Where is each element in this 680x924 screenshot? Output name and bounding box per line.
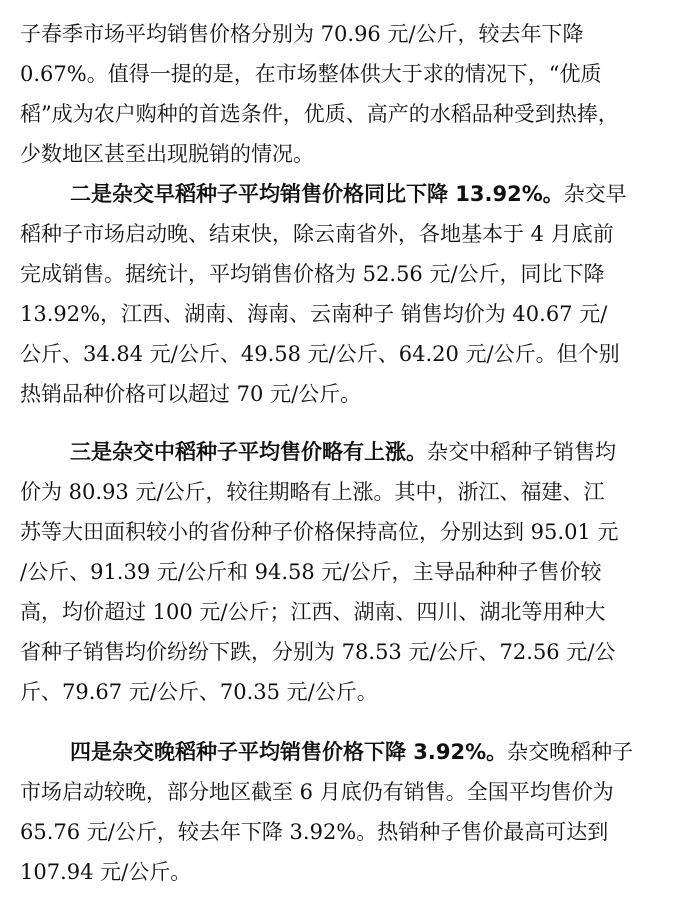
paragraph-1-line-2: 0.67%。值得一提的是，在市场整体供大于求的情况下，“优质	[20, 62, 602, 86]
section-3-heading: 三是杂交中稻种子平均售价略有上涨。	[70, 440, 427, 464]
paragraph-3-line-3: 苏等大田面积较小的省份种子价格保持高位，分别达到 95.01 元	[20, 520, 619, 544]
paragraph-3-line-6: 省种子销售均价纷纷下跌，分别为 78.53 元/公斤、72.56 元/公	[20, 640, 616, 664]
paragraph-3-line-5: 高，均价超过 100 元/公斤；江西、湖南、四川、湖北等用种大	[20, 600, 606, 624]
paragraph-2-line-1	[70, 176, 680, 212]
paragraph-2-line-5: 公斤、34.84 元/公斤、49.58 元/公斤、64.20 元/公斤。但个别	[20, 342, 620, 366]
section-3-lead-text: 杂交中稻种子销售均	[427, 440, 616, 464]
paragraph-4-line-3: 65.76 元/公斤，较去年下降 3.92%。热销种子售价最高可达到	[20, 820, 609, 844]
paragraph-2-line-6: 热销品种价格可以超过 70 元/公斤。	[20, 382, 362, 406]
paragraph-1-line-4: 少数地区甚至出现脱销的情况。	[20, 142, 314, 166]
section-2-lead-text: 杂交早	[563, 182, 627, 206]
paragraph-3-line-1	[70, 434, 680, 470]
paragraph-2-line-4: 13.92%，江西、湖南、海南、云南种子 销售均价为 40.67 元/	[20, 302, 608, 326]
paragraph-3-line-4: /公斤、91.39 元/公斤和 94.58 元/公斤，主导品种种子售价较	[20, 560, 602, 584]
paragraph-4-line-1	[70, 734, 680, 770]
paragraph-4-line-4: 107.94 元/公斤。	[20, 860, 192, 884]
paragraph-1-line-1: 子春季市场平均销售价格分别为 70.96 元/公斤，较去年下降	[20, 22, 584, 46]
paragraph-2-line-2: 稻种子市场启动晚、结束快，除云南省外，各地基本于 4 月底前	[20, 222, 614, 246]
paragraph-1-line-3: 稻”成为农户购种的首选条件，优质、高产的水稻品种受到热捧，	[20, 102, 619, 126]
section-4-lead-text: 杂交晚稻种子	[507, 740, 634, 764]
paragraph-2-line-3: 完成销售。据统计，平均销售价格为 52.56 元/公斤，同比下降	[20, 262, 605, 286]
paragraph-4-line-2: 市场启动较晚，部分地区截至 6 月底仍有销售。全国平均售价为	[20, 780, 614, 804]
section-2-heading: 二是杂交早稻种子平均销售价格同比下降 13.92%。	[70, 182, 564, 206]
paragraph-3-line-2: 价为 80.93 元/公斤，较往期略有上涨。其中，浙江、福建、江	[20, 480, 605, 504]
paragraph-3-line-7: 斤、79.67 元/公斤、70.35 元/公斤。	[20, 680, 378, 704]
section-4-heading: 四是杂交晚稻种子平均销售价格下降 3.92%。	[70, 740, 508, 764]
